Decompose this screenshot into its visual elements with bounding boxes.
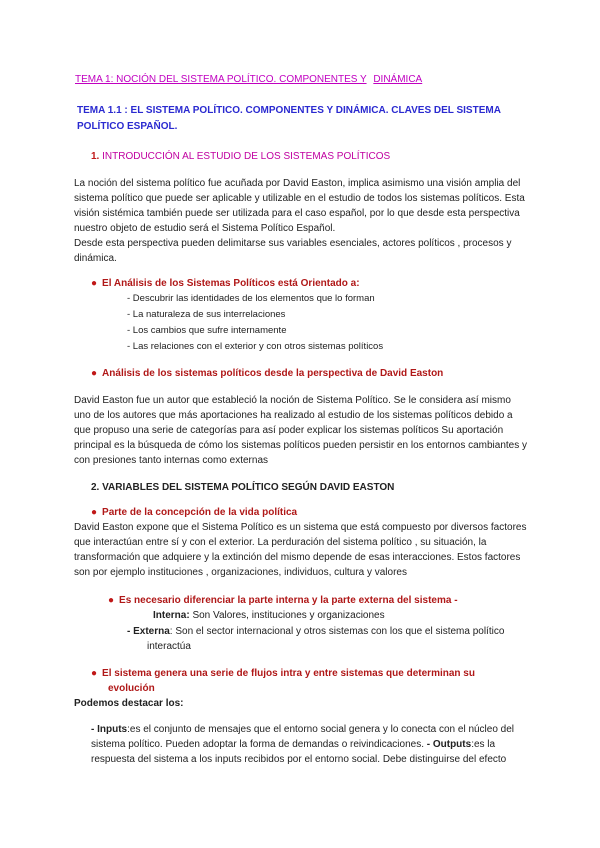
list-item: - Las relaciones con el exterior y con otros sistemas políticos (127, 341, 384, 352)
bullet-dot-icon: ● (91, 668, 98, 679)
external-definition-cont: interactúa (147, 641, 191, 652)
bullet-internal-external-label: Es necesario diferenciar la parte interna y la parte externa del sistema - (119, 595, 458, 606)
bullet-flows-cont: evolución (108, 683, 155, 694)
title-link-part2[interactable]: DINÁMICA (373, 74, 423, 85)
inputs-label: - Inputs (91, 724, 128, 735)
system-factors-paragraph: David Easton expone que el Sistema Político es un sistema que está compuesto por diversos factores que interactúan entre sí y con el exterior. La perduración del sistema político , su situación, la transformación que adquiere y la extinción del mismo depende de esas interacciones. Estos factores son por ejemplo instituciones , organizaciones, individuos, cultura y valores (74, 522, 527, 578)
bullet-easton-label: Análisis de los sistemas políticos desde la perspectiva de David Easton (102, 368, 444, 379)
intro-paragraph: La noción del sistema político fue acuñada por David Easton, implica asimismo una visión amplia del sistema político que puede ser aplicable y utilizable en el estudio de todos los sistemas políticos. Esta visión sistémica también puede ser utilizada para el caso español, por lo que desde esta perspectiva nuestro objeto de estudio será el Sistema Político Español. (74, 178, 525, 234)
outputs-text: :es la respuesta del sistema a los inputs recibidos por el entorno social. Debe distinguirse del efecto (91, 739, 507, 765)
bullet-flows (91, 666, 475, 682)
section1-heading (91, 149, 390, 165)
bullet-dot-icon: ● (108, 595, 115, 606)
list-item: - Los cambios que sufre internamente (127, 325, 287, 336)
podemos-destacar: Podemos destacar los: (74, 698, 184, 709)
title-link-part1[interactable]: TEMA 1: NOCIÓN DEL SISTEMA POLÍTICO. COMPONENTES Y (75, 74, 367, 85)
external-label: - Externa (127, 626, 170, 637)
bullet-analysis-label: El Análisis de los Sistemas Políticos está Orientado a: (102, 278, 360, 289)
outputs-label: - Outputs (426, 739, 472, 750)
internal-label: Interna: (153, 610, 190, 621)
document-title[interactable] (75, 72, 422, 88)
inputs-outputs-paragraph (91, 722, 529, 767)
easton-paragraph: David Easton fue un autor que estableció la noción de Sistema Político. Se le considera así mismo uno de los autores que más aportaciones ha realizado al estudio de los sistemas políticos debido a que propuso una serie de categorías para así poder explicar los sistemas políticos Su aportación principal es la búsqueda de cómo los sistemas políticos pueden persistir en los entornos cambiantes y con presiones tanto internas como externas (74, 395, 528, 466)
tema-heading-line1: TEMA 1.1 : EL SISTEMA POLÍTICO. COMPONENTES Y DINÁMICA. CLAVES DEL SISTEMA (77, 105, 501, 116)
inputs-text: :es el conjunto de mensajes que el entorno social genera y lo conecta con el núcleo del sistema político. Pueden adoptar la forma de demandas o reivindicaciones. (91, 724, 515, 750)
bullet-flows-label: El sistema genera una serie de flujos intra y entre sistemas que determinan su (102, 668, 475, 679)
list-item: - La naturaleza de sus interrelaciones (127, 309, 286, 320)
section1-number: 1. (91, 151, 100, 162)
external-text: : Son el sector internacional y otros sistemas con los que el sistema político (169, 626, 505, 637)
bullet-political-life-label: Parte de la concepción de la vida política (102, 507, 298, 518)
list-item: - Descubrir las identidades de los elementos que lo forman (127, 293, 375, 304)
section2-heading: 2. VARIABLES DEL SISTEMA POLÍTICO SEGÚN DAVID EASTON (91, 482, 395, 493)
bullet-dot-icon: ● (91, 278, 98, 289)
tema-heading-line2: POLÍTICO ESPAÑOL. (77, 121, 178, 132)
internal-definition (153, 608, 385, 624)
bullet-dot-icon: ● (91, 368, 98, 379)
section1-title: INTRODUCCIÓN AL ESTUDIO DE LOS SISTEMAS POLÍTICOS (102, 151, 391, 162)
bullet-analysis-oriented (91, 276, 360, 292)
perspective-paragraph: Desde esta perspectiva pueden delimitarse sus variables esenciales, actores políticos , procesos y dinámica. (74, 238, 512, 264)
external-definition (127, 624, 504, 640)
bullet-easton-perspective (91, 366, 443, 382)
bullet-political-life (91, 505, 297, 521)
internal-text: Son Valores, instituciones y organizaciones (189, 610, 385, 621)
bullet-dot-icon: ● (91, 507, 98, 518)
bullet-internal-external (108, 593, 458, 609)
